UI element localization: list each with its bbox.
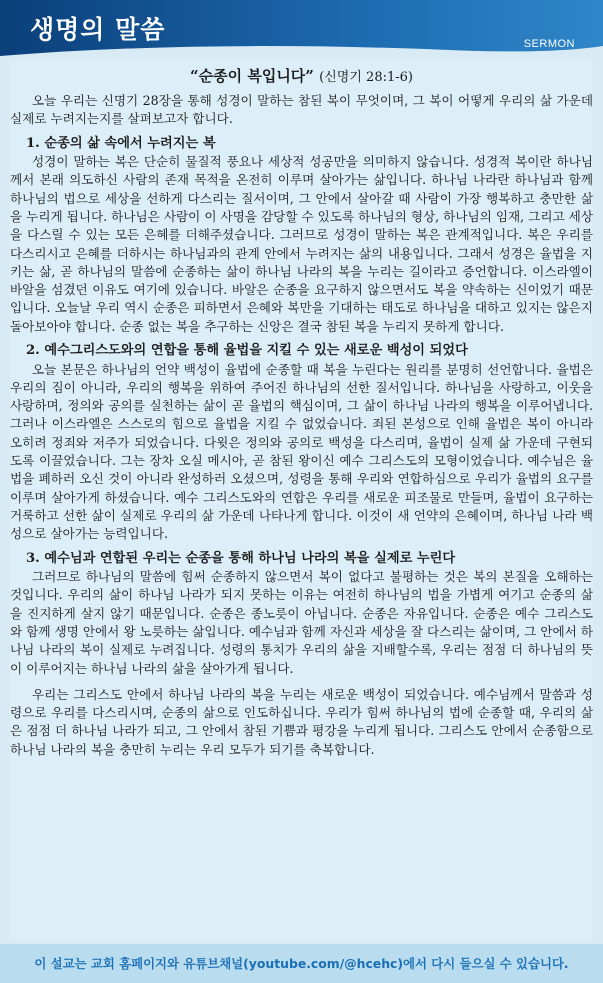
intro-paragraph: 오늘 우리는 신명기 28장을 통해 성경이 말하는 참된 복이 무엇이며, 그 복이 어떻게 우리의 삶 가운데 실제로 누려지는지를 살펴보고자 합니다. [10,93,593,127]
paragraph-gap [10,678,593,686]
scripture-reference: (신명기 28:1-6) [319,70,413,85]
sermon-content [10,60,593,940]
sermon-title-line [10,66,593,88]
section-title: 생명의 말씀 [30,15,166,44]
section-body-3: 그러므로 하나님의 말씀에 힘써 순종하지 않으면서 복이 없다고 불평하는 것은 복의 본질을 오해하는 것입니다. 우리의 삶이 하나님 나라가 되지 못하는 이유는 여전히 하나님의 법을 가볍게 여기고 순종의 삶을 진지하게 살지 않기 때문입니다. 순종은 종노릇이 아닙니다. 순종은 자유입니다. 순종은 예수 그리스도와 함께 생명 안에서 왕 노릇하는 삶입니다. 예수님과 함께 자신과 세상을 잘 다스리는 삶이며, 그 안에서 하나님 나라의 복이 실제로 누려집니다. 성령의 통치가 우리의 삶을 지배할수록, 우리는 점점 더 하나님의 뜻이 이루어지는 하나님 나라의 삶을 살아가게 됩니다. [10,569,594,676]
footer-banner [0,944,603,983]
section-heading-3: 3. 예수님과 연합된 우리는 순종을 통해 하나님 나라의 복을 실제로 누린다 [26,550,456,566]
section-heading-2: 2. 예수그리스도와의 연합을 통해 율법을 지킬 수 있는 새로운 백성이 되었다 [26,343,468,359]
sermon-title: “순종이 복입니다” [190,67,314,85]
conclusion-paragraph: 우리는 그리스도 안에서 하나님 나라의 복을 누리는 새로운 백성이 되었습니다. 예수님께서 말씀과 성령으로 우리를 다스리시며, 순종의 삶으로 인도하십니다. 우리가 힘써 하나님의 법에 순종할 때, 우리의 삶은 점점 더 하나님 나라가 되고, 그 안에서 참된 기쁨과 평강을 누리게 됩니다. 그리스도 안에서 순종함으로 하나님 나라의 복을 충만히 누리는 우리 모두가 되기를 축복합니다. [10,686,593,757]
section-body-2: 오늘 본문은 하나님의 언약 백성이 율법에 순종할 때 복을 누린다는 원리를 분명히 선언합니다. 율법은 우리의 짐이 아니라, 우리의 행복을 위하여 주어진 하나님의 선한 질서입니다. 하나님을 사랑하고, 이웃을 사랑하며, 정의와 공의를 실천하는 삶이 곧 율법의 핵심이며, 그 삶이 하나님 나라의 행복을 이루어냅니다. 그러나 이스라엘은 스스로의 힘으로 율법을 지킬 수 없었습니다. 죄된 본성으로 인해 율법은 복이 아니라 오히려 정죄와 저주가 되었습니다. 다윗은 정의와 공의로 백성을 다스리며, 율법이 실제 삶 가운데 구현되도록 이끌었습니다. 그는 장차 오실 메시아, 곧 참된 왕이신 예수 그리스도의 모형이었습니다. 예수님은 율법을 폐하러 오신 것이 아니라 완성하러 오셨으며, 성령을 통해 우리와 연합하심으로 우리가 율법의 요구를 이루며 살아가게 하셨습니다. 예수 그리스도와의 연합은 우리를 새로운 피조물로 만들며, 율법이 요구하는 거룩하고 선한 삶이 실제로 우리의 삶 가운데 나타나게 합니다. 이것이 새 언약의 은혜이며, 하나님 나라 백성으로 살아가는 능력입니다. [10,361,593,542]
section-body-1: 성경이 말하는 복은 단순히 물질적 풍요나 세상적 성공만을 의미하지 않습니다. 성경적 복이란 하나님께서 본래 의도하신 사람의 존재 목적을 온전히 이루며 살아가는 삶입니다. 하나님 나라란 하나님과 함께 하나님의 법으로 세상을 선하게 다스리는 질서이며, 그 안에서 살아갈 때 사람이 가장 행복하고 충만한 삶을 누리게 됩니다. 하나님은 사람이 이 사명을 감당할 수 있도록 하나님의 형상, 하나님의 임재, 그리고 세상을 다스릴 수 있는 모든 은혜를 더해주셨습니다. 그러므로 성경이 말하는 복은 관계적입니다. 복은 우리를 다스리시고 은혜를 더하시는 하나님과의 관계 안에서 누려지는 삶의 내용입니다. 그래서 성경은 율법을 지키는 삶, 곧 하나님의 말씀에 순종하는 삶이 하나님 나라의 복을 누리는 길이라고 증언합니다. 이스라엘이 바알을 섬겼던 이유도 여기에 있습니다. 바알은 순종을 요구하지 않으면서도 복을 약속하는 신이었기 때문입니다. 오늘날 우리 역시 순종은 피하면서 은혜와 복만을 기대하는 태도로 하나님을 대하고 있지는 않은지 돌아보아야 합니다. 순종 없는 복을 추구하는 신앙은 결국 참된 복을 누리지 못하게 합니다. [10,154,594,334]
sermon-label: SERMON [523,38,575,50]
section-heading-1: 1. 순종의 삶 속에서 누려지는 복 [26,135,216,151]
header-banner [0,0,603,56]
footer-notice: 이 설교는 교회 홈페이지와 유튜브채널(youtube.com/@hcehc)에서 다시 들으실 수 있습니다. [34,956,569,971]
